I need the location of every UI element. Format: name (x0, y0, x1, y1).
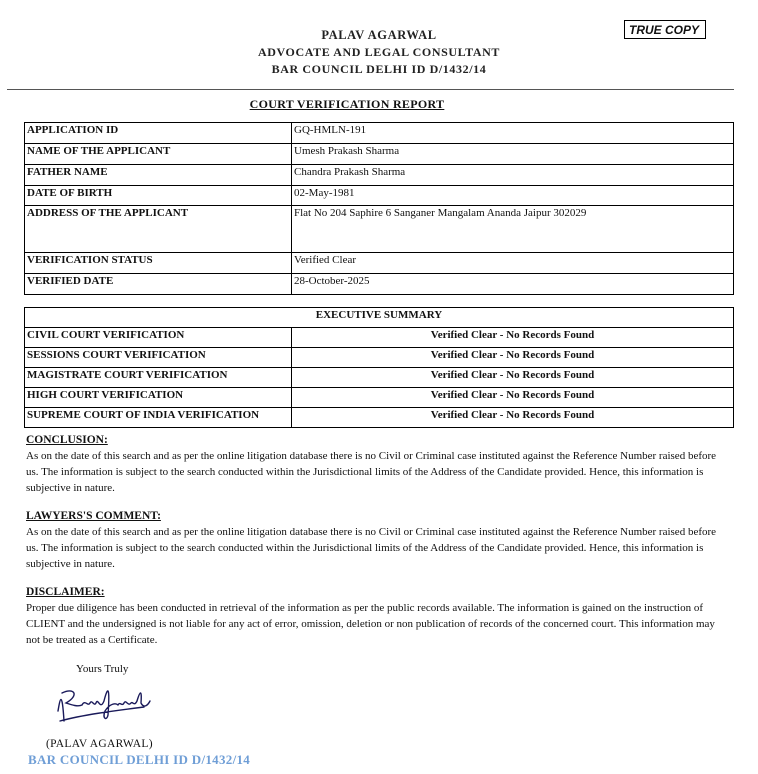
bar-council-id: BAR COUNCIL DELHI ID D/1432/14 (271, 62, 487, 76)
table-row (25, 388, 734, 408)
table-row (25, 274, 734, 295)
signatory-name: (PALAV AGARWAL) (46, 738, 153, 750)
court-result: Verified Clear - No Records Found (292, 328, 734, 348)
info-label: DATE OF BIRTH (25, 186, 292, 206)
true-copy-stamp: TRUE COPY (624, 20, 706, 39)
table-row (25, 144, 734, 165)
signatory-bar-id: BAR COUNCIL DELHI ID D/1432/14 (28, 752, 251, 767)
court-result: Verified Clear - No Records Found (292, 348, 734, 368)
info-label: VERIFICATION STATUS (25, 253, 292, 274)
lawyers-comment-text: As on the date of this search and as per the online litigation database there is no Civil or Criminal case instituted against the Reference Number raised before us. The information is subject to the search conducted within the Jurisdictional limits of the Address of the Candidate provided. Hence, this information is subjective in nature. (26, 526, 717, 570)
application-id-value: GQ-HMLN-191 (292, 123, 734, 144)
conclusion-title: CONCLUSION: (26, 434, 108, 446)
table-row (25, 408, 734, 428)
court-label: HIGH COURT VERIFICATION (25, 388, 292, 408)
executive-summary-table (24, 307, 734, 428)
address-value: Flat No 204 Saphire 6 Sanganer Mangalam Ananda Jaipur 302029 (292, 206, 734, 253)
table-row (25, 186, 734, 206)
disclaimer-title: DISCLAIMER: (26, 586, 105, 598)
table-row (25, 368, 734, 388)
table-row (25, 165, 734, 186)
court-label: SESSIONS COURT VERIFICATION (25, 348, 292, 368)
advocate-title: ADVOCATE AND LEGAL CONSULTANT (258, 45, 500, 59)
info-label: VERIFIED DATE (25, 274, 292, 295)
table-row (25, 348, 734, 368)
info-label: NAME OF THE APPLICANT (25, 144, 292, 165)
court-result: Verified Clear - No Records Found (292, 388, 734, 408)
table-row (25, 253, 734, 274)
table-row (25, 123, 734, 144)
disclaimer-section (26, 584, 726, 648)
table-row (25, 206, 734, 253)
header-divider (7, 89, 734, 90)
info-label: APPLICATION ID (25, 123, 292, 144)
conclusion-section (26, 432, 726, 496)
dob-value: 02-May-1981 (292, 186, 734, 206)
info-label: ADDRESS OF THE APPLICANT (25, 206, 292, 253)
lawyers-comment-section (26, 508, 726, 572)
info-label: FATHER NAME (25, 165, 292, 186)
table-row (25, 308, 734, 328)
signature (52, 681, 152, 736)
conclusion-text: As on the date of this search and as per the online litigation database there is no Civil or Criminal case instituted against the Reference Number raised before us. The information is subject to the search conducted within the Jurisdictional limits of the Address of the Candidate provided. Hence, this information is subjective in nature. (26, 450, 717, 494)
signature-image (52, 681, 152, 731)
applicant-info-table (24, 122, 734, 295)
disclaimer-text: Proper due diligence has been conducted in retrieval of the information as per the public records available. The information is gained on the instruction of CLIENT and the undersigned is not liable for any act of error, omission, deletion or non publication of records of the concerned court. This information may not be treated as a Certificate. (26, 602, 715, 646)
report-title: COURT VERIFICATION REPORT (249, 97, 445, 111)
father-name-value: Chandra Prakash Sharma (292, 165, 734, 186)
lawyers-comment-title: LAWYERS'S COMMENT: (26, 510, 161, 522)
table-row (25, 328, 734, 348)
court-result: Verified Clear - No Records Found (292, 368, 734, 388)
court-label: CIVIL COURT VERIFICATION (25, 328, 292, 348)
court-label: MAGISTRATE COURT VERIFICATION (25, 368, 292, 388)
closing-salutation: Yours Truly (76, 663, 129, 675)
advocate-name: PALAV AGARWAL (321, 28, 437, 42)
verified-date-value: 28-October-2025 (292, 274, 734, 295)
court-result: Verified Clear - No Records Found (292, 408, 734, 428)
status-value: Verified Clear (292, 253, 734, 274)
summary-heading: EXECUTIVE SUMMARY (25, 308, 734, 328)
applicant-name-value: Umesh Prakash Sharma (292, 144, 734, 165)
court-label: SUPREME COURT OF INDIA VERIFICATION (25, 408, 292, 428)
